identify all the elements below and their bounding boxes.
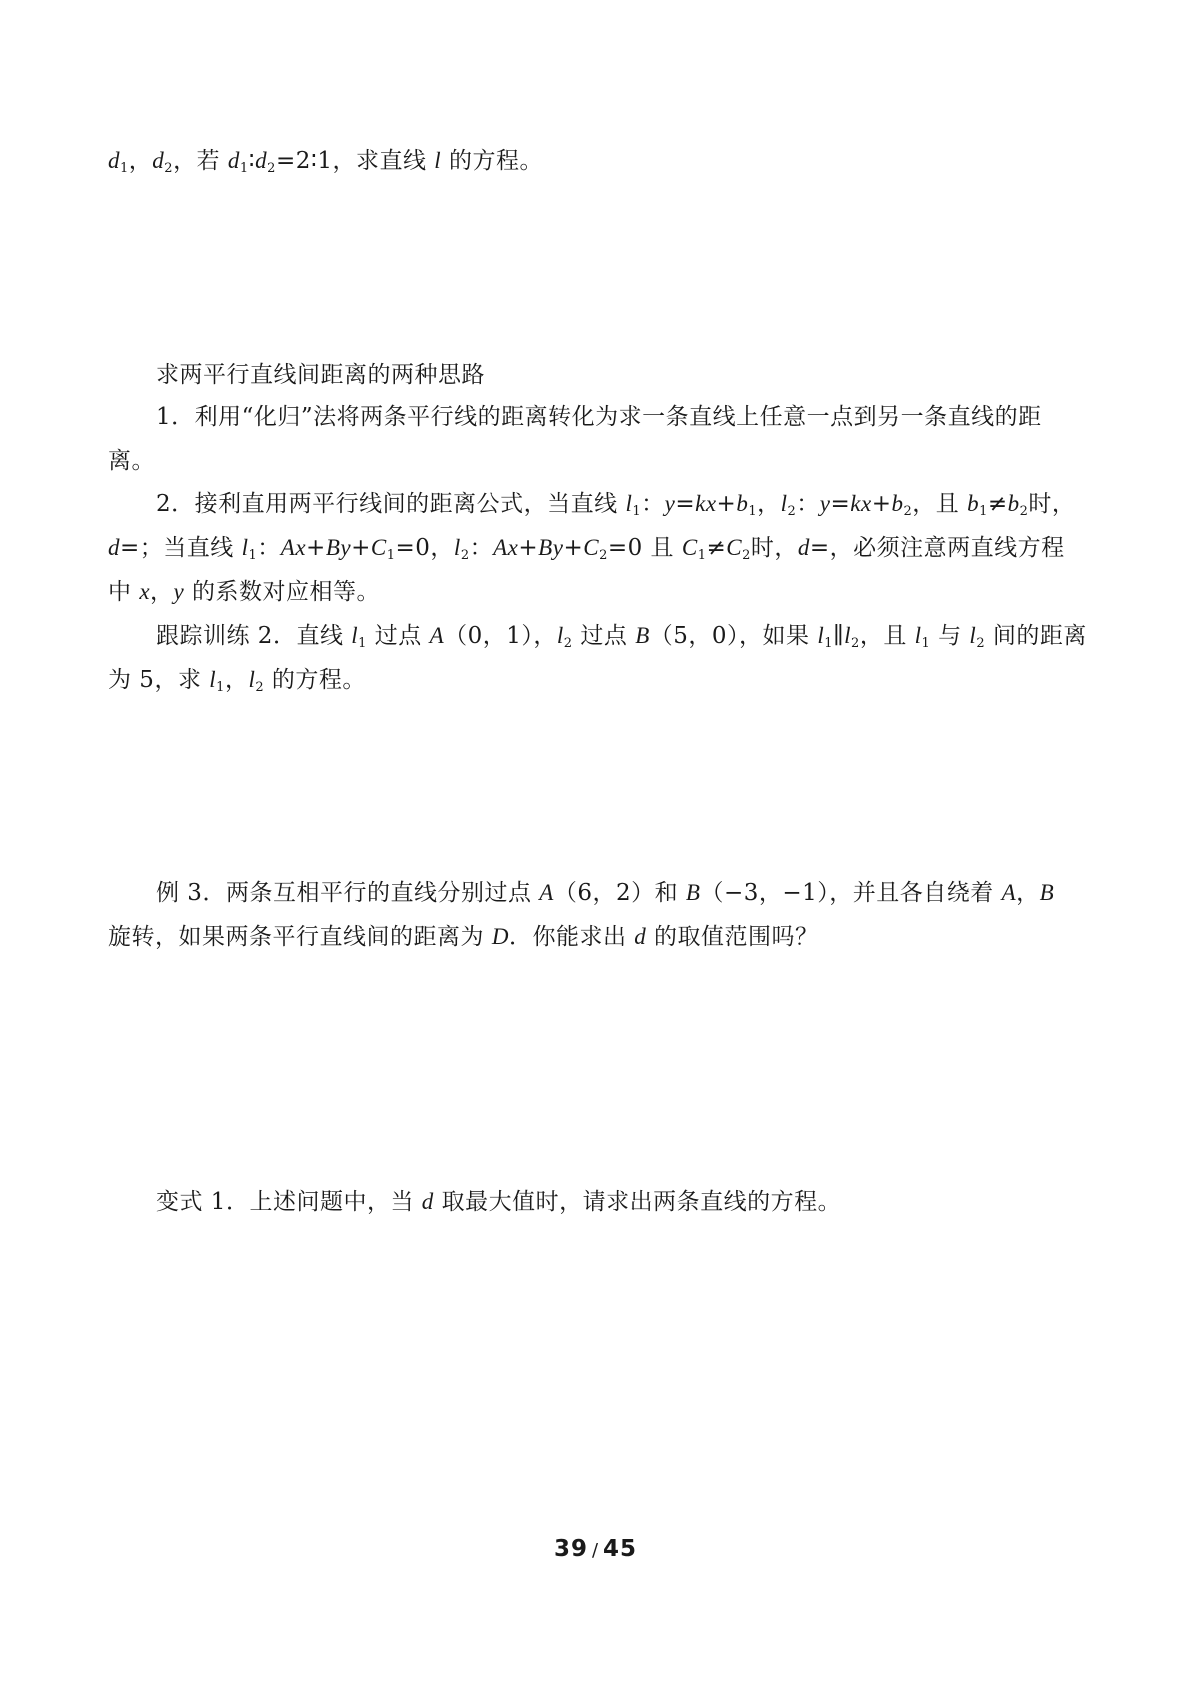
- variant-1-line: 变式 1．上述问题中，当 d 取最大值时，请求出两条直线的方程。: [156, 1189, 842, 1215]
- current-page: 39: [553, 1536, 588, 1562]
- example-3-line-1: 例 3．两条互相平行的直线分别过点 A（6，2）和 B（−3，−1），并且各自绕着 A，B: [156, 880, 1055, 906]
- problem-continuation-line: $d_1$，$d_2$，若 $d_1∶d_2=2∶1$，求直线 l 的方程。: [108, 148, 543, 176]
- method-1-line-1: 1．利用“化归”法将两条平行线的距离转化为求一条直线上任意一点到另一条直线的距: [156, 404, 1042, 430]
- method-2-line-3: 中 x，y 的系数对应相等。: [108, 579, 381, 605]
- exercise-2-line-2: 为 5，求 $l_1$，$l_2$ 的方程。: [108, 667, 366, 695]
- example-3-line-2: 旋转，如果两条平行直线间的距离为 D．你能求出 d 的取值范围吗？: [108, 924, 819, 950]
- total-pages: 45: [603, 1536, 638, 1562]
- page-separator: /: [591, 1540, 600, 1561]
- exercise-2-line-1: 跟踪训练 2．直线 $l_1$ 过点 A（0，1），$l_2$ 过点 B（5，0），如果 $l_1\parallel l_2$，且 $l_1$ 与 $l_2$ 间的距离: [156, 623, 1087, 651]
- method-2-line-2: d=；当直线 $l_1$：$Ax+By+C_1=0$，$l_2$：$Ax+By+C_2=0$ 且 $C_1\ne C_2$时，d=，必须注意两直线方程: [108, 535, 1065, 563]
- method-1-line-2: 离。: [108, 448, 155, 474]
- method-2-line-1: 2．接利直用两平行线间的距离公式，当直线 $l_1$：$y=kx+b_1$，$l_2$：$y=kx+b_2$，且 $b_1\ne b_2$时，: [156, 491, 1076, 519]
- method-heading: 求两平行直线间距离的两种思路: [156, 362, 485, 388]
- page-number: [0, 1536, 1191, 1562]
